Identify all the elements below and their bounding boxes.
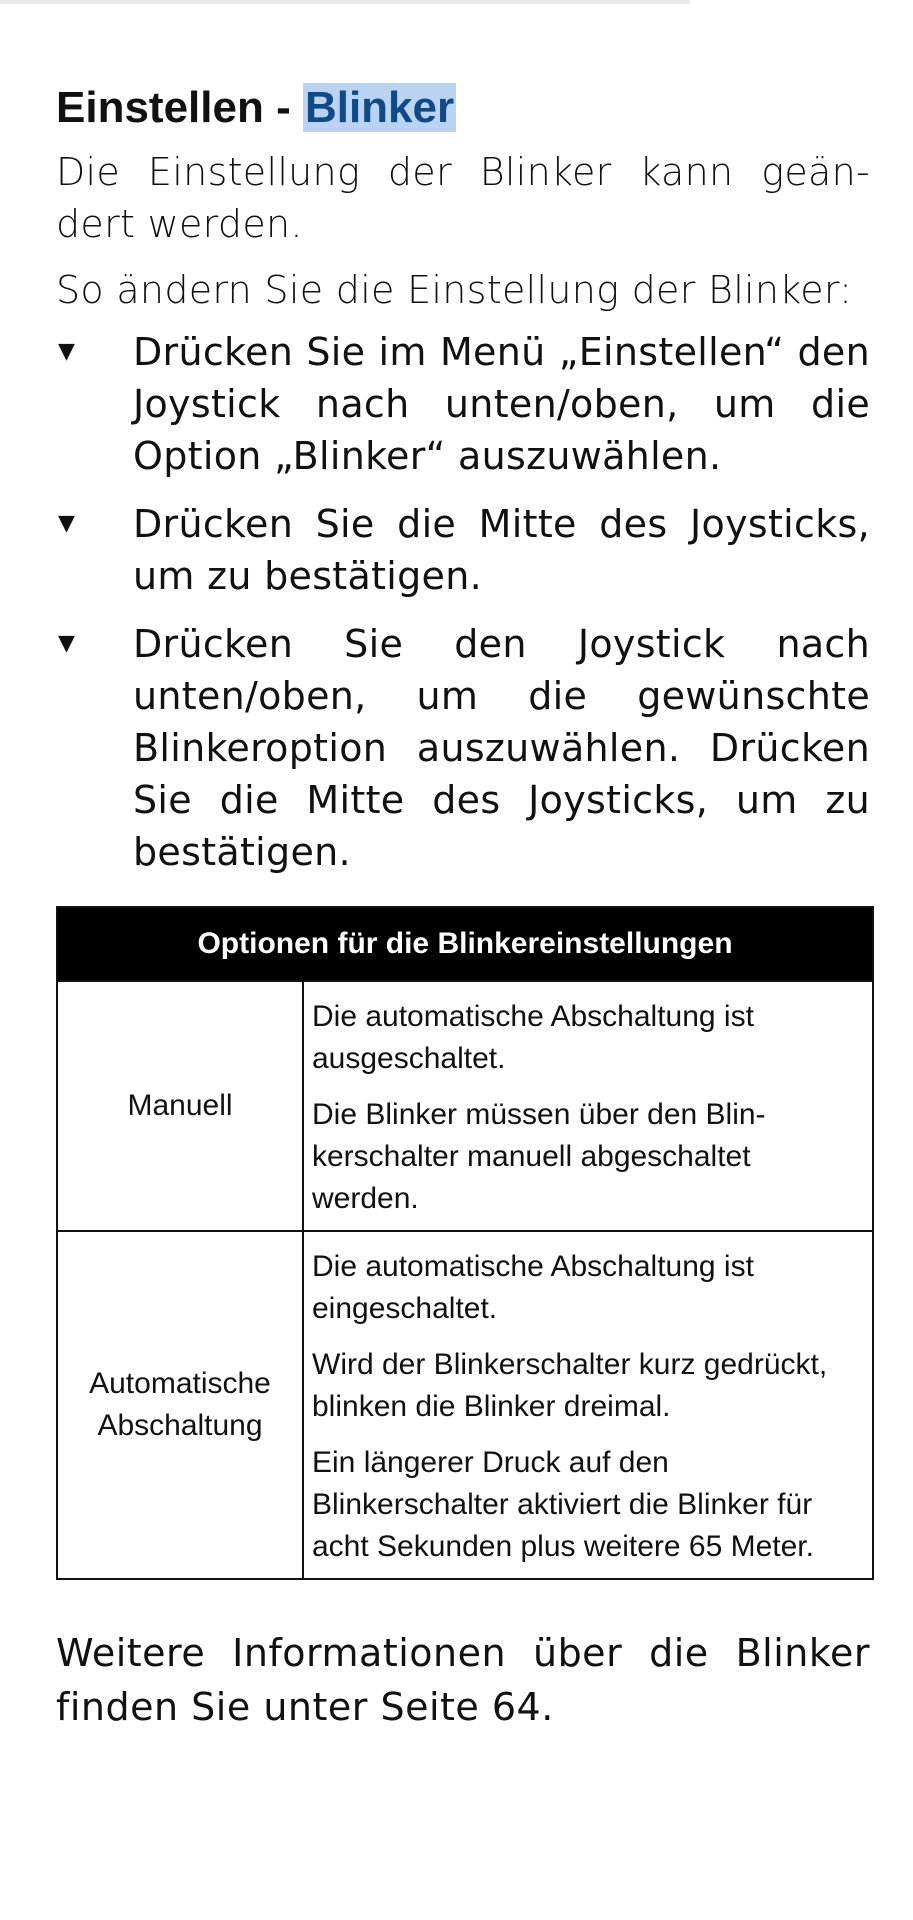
triangle-bullet-icon: ▼: [58, 339, 76, 364]
top-scroll-edge: [0, 0, 690, 4]
heading-prefix: Einstellen -: [56, 83, 303, 132]
table-header: Optionen für die Blinkereinstellungen: [57, 907, 873, 981]
option-description: [303, 981, 873, 1231]
intro-paragraph: Die Einstellung der Blinker kann geän-dert werden.: [56, 150, 870, 246]
instruction-paragraph: So ändern Sie die Einstellung der Blinker:: [56, 268, 853, 312]
description-paragraph: Ein längerer Druck auf den Blinkerschalter aktiviert die Blinker für acht Sekunden plus weitere 65 Meter.: [312, 1446, 814, 1563]
list-item: [56, 618, 870, 878]
table-header-row: [57, 907, 873, 981]
triangle-bullet-icon: ▼: [58, 511, 76, 536]
document-content: [56, 78, 870, 1734]
step-text: Drücken Sie im Menü „Einstellen“ den Joystick nach unten/oben, um die Option „Blinker“ auszuwählen.: [133, 330, 870, 478]
description-paragraph: Die Blinker müssen über den Blin-kerschalter manuell abgeschaltet werden.: [312, 1098, 766, 1215]
step-text: Drücken Sie die Mitte des Joysticks, um zu bestätigen.: [133, 502, 870, 598]
triangle-bullet-icon: ▼: [58, 631, 76, 656]
list-item: [56, 326, 870, 482]
list-item: [56, 498, 870, 602]
step-text: Drücken Sie den Joystick nach unten/oben, um die gewünschte Blinkeroption auszuwählen. Drücken Sie die Mitte des Joysticks, um zu bestätigen.: [133, 622, 870, 874]
table-row: [57, 981, 873, 1231]
footer-reference: Weitere Informationen über die Blinker finden Sie unter Seite 64.: [56, 1631, 870, 1729]
table-row: [57, 1231, 873, 1579]
description-paragraph: Die automatische Abschaltung ist eingeschaltet.: [312, 1250, 754, 1325]
description-paragraph: Die automatische Abschaltung ist ausgeschaltet.: [312, 1000, 754, 1075]
option-name: Manuell: [57, 981, 303, 1231]
steps-list: [56, 326, 870, 878]
options-table: [56, 906, 874, 1580]
description-paragraph: Wird der Blinkerschalter kurz gedrückt, blinken die Blinker dreimal.: [312, 1348, 828, 1423]
option-name: Automatische Abschaltung: [57, 1231, 303, 1579]
option-description: [303, 1231, 873, 1579]
heading-highlighted-word[interactable]: Blinker: [304, 83, 455, 132]
section-heading: [56, 78, 870, 138]
